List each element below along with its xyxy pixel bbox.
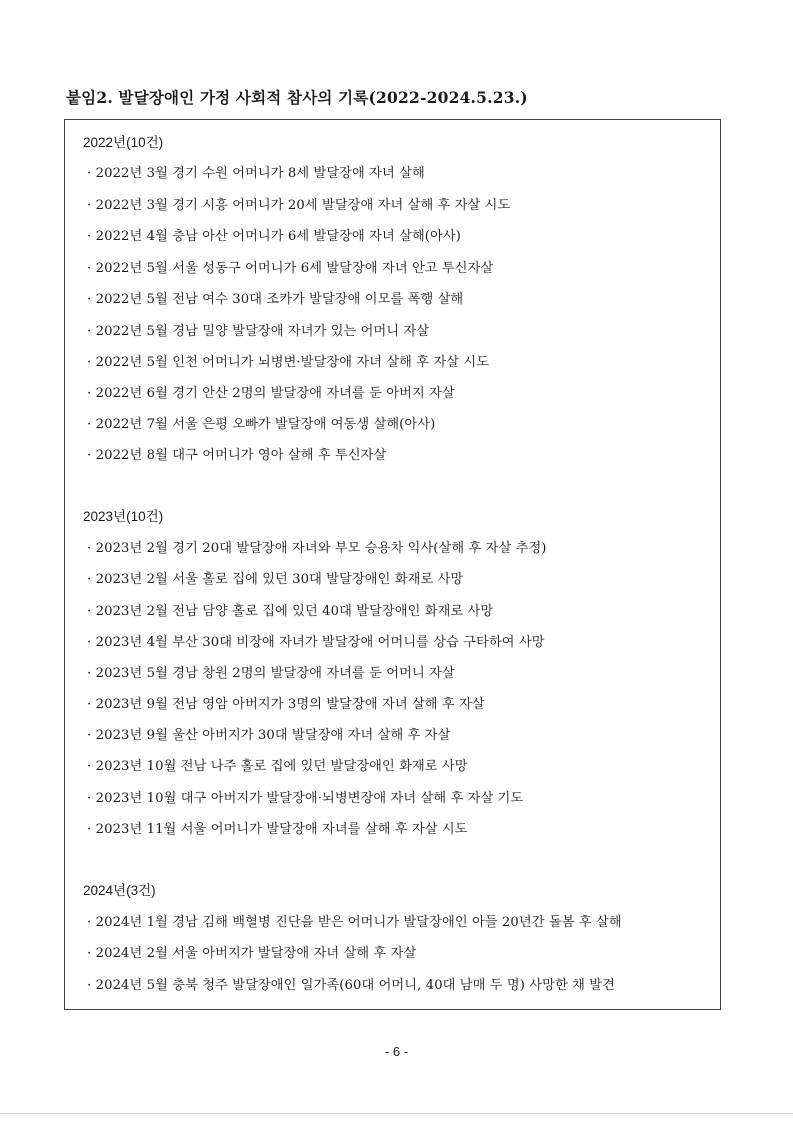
list-item: · 2022년 5월 인천 어머니가 뇌병변·발달장애 자녀 살해 후 자살 시도 — [87, 355, 490, 370]
page-title: 붙임2. 발달장애인 가정 사회적 참사의 기록(2022-2024.5.23.) — [66, 88, 528, 107]
list-item: · 2022년 3월 경기 시흥 어머니가 20세 발달장애 자녀 살해 후 자살 시도 — [87, 198, 511, 213]
list-item: · 2022년 5월 경남 밀양 발달장애 자녀가 있는 어머니 자살 — [87, 324, 430, 339]
list-item: · 2024년 5월 충북 청주 발달장애인 일가족(60대 어머니, 40대 남매 두 명) 사망한 채 발견 — [87, 978, 615, 993]
list-item: · 2022년 4월 충남 아산 어머니가 6세 발달장애 자녀 살해(아사) — [87, 229, 461, 244]
record-box — [64, 119, 721, 1010]
list-item: · 2022년 5월 서울 성동구 어머니가 6세 발달장애 자녀 안고 투신자살 — [87, 261, 494, 276]
year-heading-2024: 2024년(3건) — [83, 883, 156, 898]
list-item: · 2023년 11월 서울 어머니가 발달장애 자녀를 살해 후 자살 시도 — [87, 822, 468, 837]
list-item: · 2023년 4월 부산 30대 비장애 자녀가 발달장애 어머니를 상습 구타하여 사망 — [87, 635, 545, 650]
list-item: · 2024년 1월 경남 김해 백혈병 진단을 받은 어머니가 발달장애인 아들 20년간 돌봄 후 살해 — [87, 915, 622, 930]
list-item: · 2022년 6월 경기 안산 2명의 발달장애 자녀를 둔 아버지 자살 — [87, 386, 455, 401]
year-heading-2023: 2023년(10건) — [83, 509, 164, 524]
list-item: · 2023년 10월 전남 나주 홀로 집에 있던 발달장애인 화재로 사망 — [87, 759, 468, 774]
list-item: · 2022년 8월 대구 어머니가 영아 살해 후 투신자살 — [87, 448, 387, 463]
footer-divider — [0, 1113, 793, 1114]
list-item: · 2023년 2월 전남 담양 홀로 집에 있던 40대 발달장애인 화재로 사망 — [87, 604, 494, 619]
list-item: · 2024년 2월 서울 아버지가 발달장애 자녀 살해 후 자살 — [87, 946, 417, 961]
list-item: · 2022년 7월 서울 은평 오빠가 발달장애 여동생 살해(아사) — [87, 417, 436, 432]
page-number: - 6 - — [384, 1044, 409, 1059]
year-heading-2022: 2022년(10건) — [83, 135, 164, 150]
list-item: · 2023년 10월 대구 아버지가 발달장애·뇌병변장애 자녀 살해 후 자살 기도 — [87, 791, 524, 806]
list-item: · 2023년 5월 경남 창원 2명의 발달장애 자녀를 둔 어머니 자살 — [87, 666, 455, 681]
list-item: · 2023년 9월 울산 아버지가 30대 발달장애 자녀 살해 후 자살 — [87, 728, 451, 743]
list-item: · 2023년 2월 경기 20대 발달장애 자녀와 부모 승용차 익사(살해 후 자살 추정) — [87, 541, 547, 556]
list-item: · 2023년 9월 전남 영암 아버지가 3명의 발달장애 자녀 살해 후 자살 — [87, 697, 485, 712]
list-item: · 2022년 3월 경기 수원 어머니가 8세 발달장애 자녀 살해 — [87, 166, 425, 181]
list-item: · 2022년 5월 전남 여수 30대 조카가 발달장애 이모를 폭행 살해 — [87, 292, 464, 307]
list-item: · 2023년 2월 서울 홀로 집에 있던 30대 발달장애인 화재로 사망 — [87, 572, 464, 587]
